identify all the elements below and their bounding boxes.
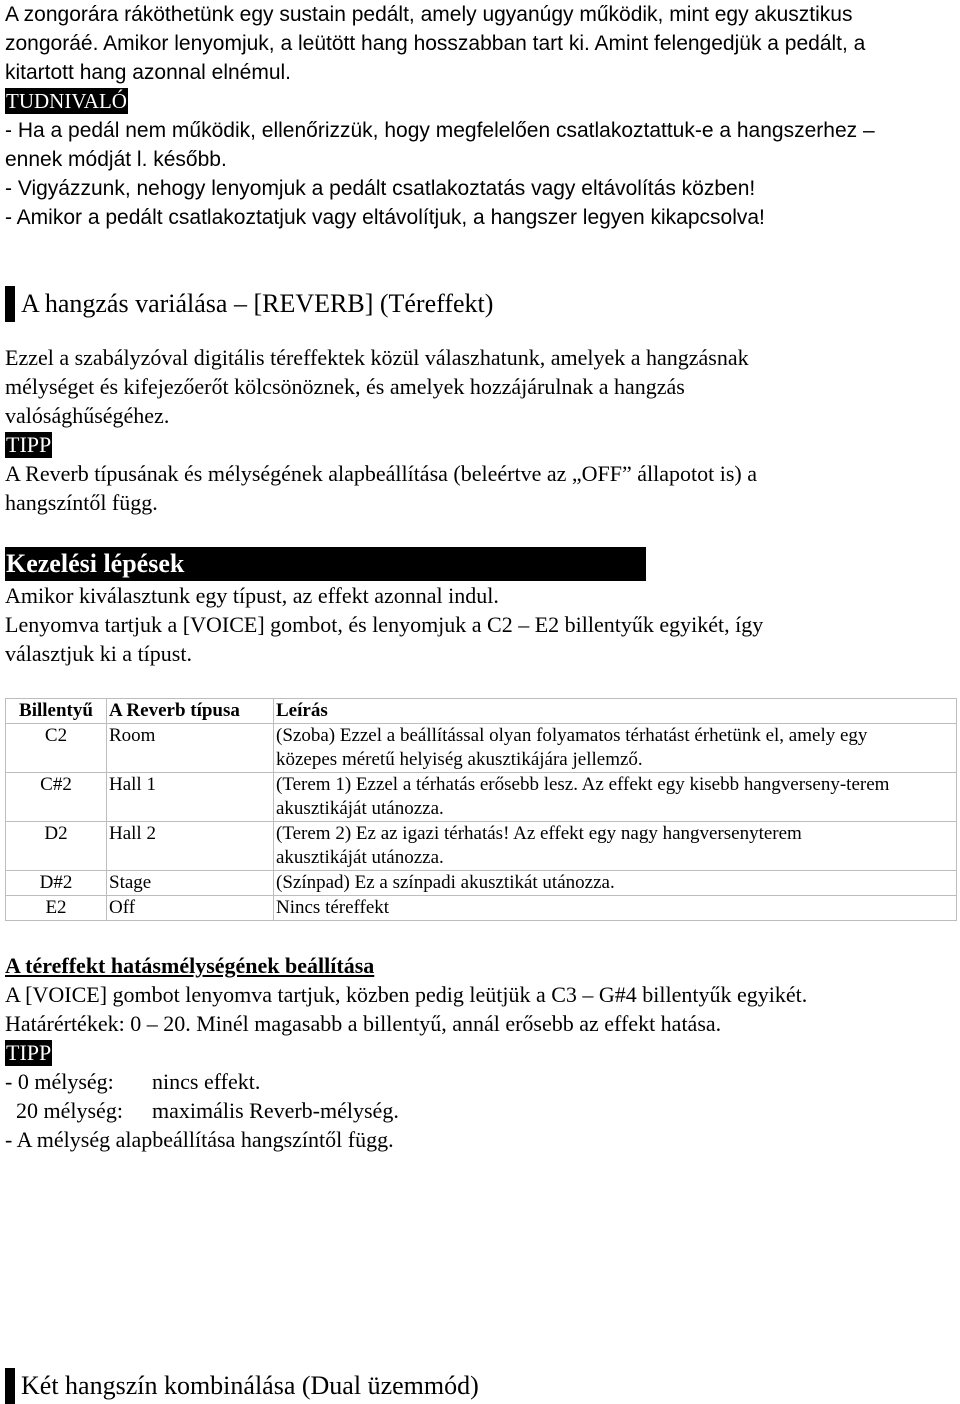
depth-tip-value: maximális Reverb-mélység. xyxy=(152,1098,399,1123)
notice-line: - Vigyázzunk, nehogy lenyomjuk a pedált csatlakoztatás vagy eltávolítás közben! xyxy=(5,177,756,200)
table-row xyxy=(6,773,957,822)
reverb-tip-line: hangszíntől függ. xyxy=(5,490,158,515)
intro-paragraph xyxy=(5,0,955,87)
row-key: C2 xyxy=(6,724,107,773)
row-description: Nincs téreffekt xyxy=(274,896,957,921)
row-type: Hall 2 xyxy=(107,822,274,871)
depth-tip-key: 20 mélység: xyxy=(16,1098,123,1123)
row-type: Stage xyxy=(107,871,274,896)
depth-block xyxy=(5,951,955,1154)
row-key: E2 xyxy=(6,896,107,921)
row-desc-line: akusztikáját utánozza. xyxy=(276,798,444,819)
row-desc-line: akusztikáját utánozza. xyxy=(276,847,444,868)
steps-line: Amikor kiválasztunk egy típust, az effekt azonnal indul. xyxy=(5,583,499,608)
reverb-section-title: A hangzás variálása – [REVERB] (Téreffekt) xyxy=(21,289,494,318)
row-description xyxy=(274,822,957,871)
row-desc-line: (Szoba) Ezzel a beállítással olyan folyamatos térhatást érhetünk el, amely egy xyxy=(276,725,868,746)
reverb-desc-line: mélységet és kifejezőerőt kölcsönöznek, és amelyek hozzájárulnak a hangzás xyxy=(5,374,685,399)
reverb-desc-line: valósághűségéhez. xyxy=(5,403,170,428)
dual-section-heading xyxy=(5,1368,479,1404)
row-key: D#2 xyxy=(6,871,107,896)
row-type: Hall 1 xyxy=(107,773,274,822)
depth-tip-key: - 0 mélység: xyxy=(5,1069,114,1094)
tip-label: TIPP xyxy=(6,1040,52,1065)
steps-heading: Kezelési lépések xyxy=(5,547,646,581)
dual-section-title: Két hangszín kombinálása (Dual üzemmód) xyxy=(21,1371,479,1400)
row-desc-line: (Terem 1) Ezzel a térhatás erősebb lesz. Az effekt egy kisebb hangverseny-terem xyxy=(276,774,890,795)
document-page xyxy=(5,0,955,1400)
steps-line: választjuk ki a típust. xyxy=(5,641,192,666)
reverb-section-heading xyxy=(5,286,955,322)
table-row xyxy=(6,896,957,921)
notice-line: - Ha a pedál nem működik, ellenőrizzük, hogy megfelelően csatlakoztattuk-e a hangszerhez – xyxy=(5,119,875,142)
depth-tip-value: nincs effekt. xyxy=(152,1069,261,1094)
row-description: (Színpad) Ez a színpadi akusztikát utánozza. xyxy=(274,871,957,896)
tip-label: TIPP xyxy=(6,432,52,457)
intro-line: A zongorára ráköthetünk egy sustain pedált, amely ugyanúgy működik, mint egy akusztikus xyxy=(5,3,853,26)
notice-label: TUDNIVALÓ xyxy=(6,89,127,113)
table-header-row xyxy=(6,699,957,724)
depth-heading: A téreffekt hatásmélységének beállítása xyxy=(5,953,375,978)
reverb-desc-line: Ezzel a szabályzóval digitális téreffektek közül válaszhatunk, amelyek a hangzásnak xyxy=(5,345,749,370)
row-type: Room xyxy=(107,724,274,773)
row-key: C#2 xyxy=(6,773,107,822)
row-desc-line: közepes méretű helyiség akusztikájára jellemző. xyxy=(276,749,643,770)
header-description: Leírás xyxy=(274,699,957,724)
reverb-tip-line: A Reverb típusának és mélységének alapbeállítása (beleértve az „OFF” állapotot is) a xyxy=(5,461,757,486)
section-bar xyxy=(5,1368,15,1404)
notice-line: ennek módját l. később. xyxy=(5,148,227,171)
depth-tip-row xyxy=(5,1096,955,1125)
table-row xyxy=(6,822,957,871)
notice-line: - Amikor a pedált csatlakoztatjuk vagy eltávolítjuk, a hangszer legyen kikapcsolva! xyxy=(5,206,765,229)
reverb-description xyxy=(5,343,955,517)
depth-line: Határértékek: 0 – 20. Minél magasabb a billentyű, annál erősebb az effekt hatása. xyxy=(5,1011,722,1036)
intro-line: zongoráé. Amikor lenyomjuk, a leütött hang hosszabban tart ki. Amint felengedjük a pedált, a xyxy=(5,32,866,55)
depth-tip-line: - A mélység alapbeállítása hangszíntől függ. xyxy=(5,1127,394,1152)
header-key: Billentyű xyxy=(6,699,107,724)
notice-block xyxy=(5,87,955,232)
section-bar xyxy=(5,286,15,322)
header-type: A Reverb típusa xyxy=(107,699,274,724)
reverb-type-table xyxy=(5,698,957,921)
intro-line: kitartott hang azonnal elnémul. xyxy=(5,61,292,84)
depth-line: A [VOICE] gombot lenyomva tartjuk, közben pedig leütjük a C3 – G#4 billentyűk egyikét. xyxy=(5,982,808,1007)
row-description xyxy=(274,773,957,822)
steps-line: Lenyomva tartjuk a [VOICE] gombot, és lenyomjuk a C2 – E2 billentyűk egyikét, így xyxy=(5,612,764,637)
table-row xyxy=(6,871,957,896)
row-type: Off xyxy=(107,896,274,921)
steps-block xyxy=(5,581,955,668)
row-description xyxy=(274,724,957,773)
depth-tip-row xyxy=(5,1067,955,1096)
table-row xyxy=(6,724,957,773)
row-desc-line: (Terem 2) Ez az igazi térhatás! Az effekt egy nagy hangversenyterem xyxy=(276,823,802,844)
row-key: D2 xyxy=(6,822,107,871)
